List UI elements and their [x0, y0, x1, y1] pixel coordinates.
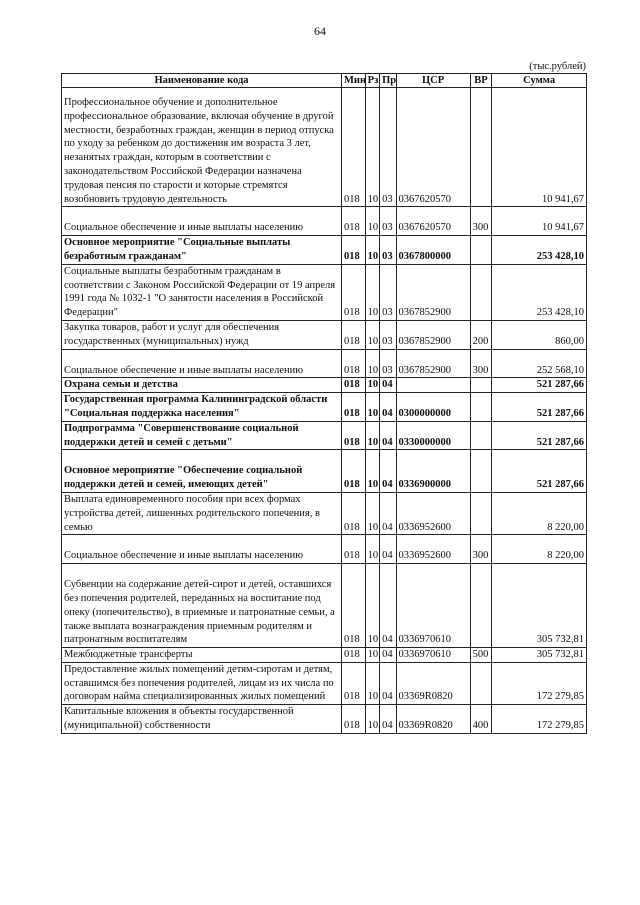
cell-rz: 10: [365, 492, 379, 534]
cell-pr: 03: [380, 88, 396, 207]
cell-min: 018: [342, 393, 366, 422]
table-row: [62, 564, 587, 648]
table-row: [62, 648, 587, 663]
table-row: [62, 207, 587, 236]
cell-vr: 300: [470, 207, 492, 236]
cell-name: Охрана семьи и детства: [62, 378, 342, 393]
cell-sum: 860,00: [492, 320, 587, 349]
cell-name: Социальное обеспечение и иные выплаты населению: [62, 349, 342, 378]
cell-pr: 04: [380, 535, 396, 564]
cell-vr: 200: [470, 320, 492, 349]
cell-csr: 0336900000: [396, 450, 470, 493]
cell-name: Подпрограмма "Совершенствование социальной поддержки детей и семей с детьми": [62, 421, 342, 450]
header-vr: ВР: [470, 74, 492, 88]
header-sum: Сумма: [492, 74, 587, 88]
cell-min: 018: [342, 378, 366, 393]
cell-pr: 04: [380, 492, 396, 534]
table-row: [62, 320, 587, 349]
header-min: Мин: [342, 74, 366, 88]
cell-vr: 300: [470, 535, 492, 564]
cell-pr: 04: [380, 393, 396, 422]
table-row: [62, 378, 587, 393]
cell-vr: [470, 421, 492, 450]
budget-table: [61, 73, 587, 734]
cell-min: 018: [342, 236, 366, 265]
cell-rz: 10: [365, 648, 379, 663]
cell-vr: [470, 492, 492, 534]
cell-pr: 04: [380, 378, 396, 393]
cell-min: 018: [342, 662, 366, 704]
table-row: [62, 492, 587, 534]
cell-csr: 0300000000: [396, 393, 470, 422]
table-header-row: [62, 74, 587, 88]
cell-pr: 04: [380, 705, 396, 734]
cell-min: 018: [342, 320, 366, 349]
cell-csr: 0367852900: [396, 264, 470, 320]
cell-min: 018: [342, 648, 366, 663]
cell-csr: 0336952600: [396, 535, 470, 564]
cell-name: Капитальные вложения в объекты государственной (муниципальной) собственности: [62, 705, 342, 734]
cell-sum: 521 287,66: [492, 393, 587, 422]
cell-pr: 03: [380, 349, 396, 378]
table-row: [62, 264, 587, 320]
table-row: [62, 236, 587, 265]
cell-sum: 172 279,85: [492, 662, 587, 704]
cell-csr: 0330000000: [396, 421, 470, 450]
cell-rz: 10: [365, 320, 379, 349]
cell-name: Основное мероприятие "Обеспечение социальной поддержки детей и семей, имеющих детей": [62, 450, 342, 493]
cell-rz: 10: [365, 264, 379, 320]
units-label: (тыс.рублей): [529, 61, 586, 72]
cell-sum: 8 220,00: [492, 535, 587, 564]
cell-rz: 10: [365, 564, 379, 648]
cell-pr: 03: [380, 320, 396, 349]
cell-min: 018: [342, 421, 366, 450]
cell-vr: [470, 662, 492, 704]
table-row: [62, 88, 587, 207]
table-body: [62, 88, 587, 734]
cell-pr: 04: [380, 662, 396, 704]
cell-pr: 04: [380, 450, 396, 493]
cell-rz: 10: [365, 421, 379, 450]
cell-sum: 521 287,66: [492, 378, 587, 393]
cell-rz: 10: [365, 662, 379, 704]
cell-vr: [470, 264, 492, 320]
cell-rz: 10: [365, 378, 379, 393]
header-pr: Пр: [380, 74, 396, 88]
cell-vr: 500: [470, 648, 492, 663]
cell-min: 018: [342, 492, 366, 534]
cell-sum: 253 428,10: [492, 264, 587, 320]
cell-csr: 0367620570: [396, 88, 470, 207]
cell-vr: [470, 450, 492, 493]
cell-csr: 0367620570: [396, 207, 470, 236]
table-row: [62, 705, 587, 734]
cell-rz: 10: [365, 535, 379, 564]
cell-pr: 04: [380, 648, 396, 663]
header-name: Наименование кода: [62, 74, 342, 88]
cell-name: Предоставление жилых помещений детям-сиротам и детям, оставшимся без попечения родителей, лицам из их числа по договорам найма специализированных жилых помещений: [62, 662, 342, 704]
cell-csr: 0367852900: [396, 349, 470, 378]
cell-vr: 400: [470, 705, 492, 734]
cell-csr: 03369R0820: [396, 705, 470, 734]
cell-csr: 0336970610: [396, 564, 470, 648]
cell-vr: [470, 236, 492, 265]
cell-name: Субвенции на содержание детей-сирот и детей, оставшихся без попечения родителей, переданных на воспитание под опеку (попечительство), в приемные и патронатные семьи, а также выплата вознаграждения приемным родителям и патронатным воспитателям: [62, 564, 342, 648]
cell-sum: 8 220,00: [492, 492, 587, 534]
cell-vr: 300: [470, 349, 492, 378]
cell-min: 018: [342, 705, 366, 734]
cell-min: 018: [342, 264, 366, 320]
cell-rz: 10: [365, 349, 379, 378]
cell-vr: [470, 564, 492, 648]
cell-min: 018: [342, 535, 366, 564]
header-rz: Рз: [365, 74, 379, 88]
cell-csr: 0336952600: [396, 492, 470, 534]
cell-pr: 04: [380, 421, 396, 450]
cell-name: Социальные выплаты безработным гражданам в соответствии с Законом Российской Федерации от 19 апреля 1991 года № 1032-1 "О занятости населения в Российской Федерации": [62, 264, 342, 320]
cell-rz: 10: [365, 236, 379, 265]
table-row: [62, 662, 587, 704]
cell-sum: 253 428,10: [492, 236, 587, 265]
cell-csr: [396, 378, 470, 393]
cell-sum: 305 732,81: [492, 564, 587, 648]
cell-csr: 0367800000: [396, 236, 470, 265]
cell-sum: 521 287,66: [492, 421, 587, 450]
cell-vr: [470, 378, 492, 393]
cell-rz: 10: [365, 450, 379, 493]
cell-sum: 10 941,67: [492, 207, 587, 236]
cell-min: 018: [342, 207, 366, 236]
cell-min: 018: [342, 450, 366, 493]
cell-vr: [470, 393, 492, 422]
cell-name: Основное мероприятие "Социальные выплаты безработным гражданам": [62, 236, 342, 265]
cell-name: Профессиональное обучение и дополнительное профессиональное образование, включая обучение в другой местности, безработных граждан, женщин в период отпуска по уходу за ребенком до достижения им возраста 3 лет, незанятых граждан, которым в соответствии с законодательством Российской Федерации назначена трудовая пенсия по старости и которые стремятся возобновить трудовую деятельность: [62, 88, 342, 207]
cell-min: 018: [342, 349, 366, 378]
cell-min: 018: [342, 564, 366, 648]
cell-rz: 10: [365, 88, 379, 207]
cell-name: Социальное обеспечение и иные выплаты населению: [62, 535, 342, 564]
cell-pr: 04: [380, 564, 396, 648]
cell-rz: 10: [365, 207, 379, 236]
table-row: [62, 535, 587, 564]
cell-name: Государственная программа Калининградской области "Социальная поддержка населения": [62, 393, 342, 422]
cell-sum: 10 941,67: [492, 88, 587, 207]
table-row: [62, 450, 587, 493]
header-csr: ЦСР: [396, 74, 470, 88]
cell-name: Социальное обеспечение и иные выплаты населению: [62, 207, 342, 236]
cell-name: Закупка товаров, работ и услуг для обеспечения государственных (муниципальных) нужд: [62, 320, 342, 349]
cell-csr: 03369R0820: [396, 662, 470, 704]
table-row: [62, 349, 587, 378]
table-row: [62, 421, 587, 450]
cell-pr: 03: [380, 264, 396, 320]
cell-min: 018: [342, 88, 366, 207]
cell-sum: 305 732,81: [492, 648, 587, 663]
cell-rz: 10: [365, 393, 379, 422]
cell-pr: 03: [380, 236, 396, 265]
cell-sum: 172 279,85: [492, 705, 587, 734]
cell-pr: 03: [380, 207, 396, 236]
cell-name: Выплата единовременного пособия при всех формах устройства детей, лишенных родительского попечения, в семью: [62, 492, 342, 534]
cell-csr: 0367852900: [396, 320, 470, 349]
cell-csr: 0336970610: [396, 648, 470, 663]
table-row: [62, 393, 587, 422]
cell-sum: 521 287,66: [492, 450, 587, 493]
cell-name: Межбюджетные трансферты: [62, 648, 342, 663]
cell-sum: 252 568,10: [492, 349, 587, 378]
cell-vr: [470, 88, 492, 207]
cell-rz: 10: [365, 705, 379, 734]
page-number: 64: [314, 24, 326, 38]
